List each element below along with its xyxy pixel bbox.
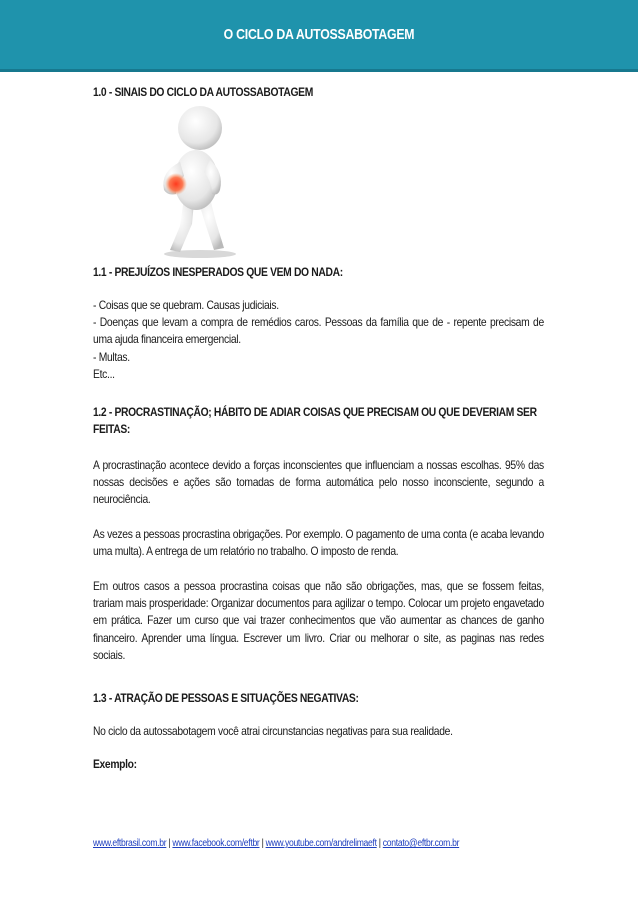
footer-link-youtube[interactable]: www.youtube.com/andrelimaeft — [265, 838, 377, 849]
footer-links — [93, 838, 553, 849]
back-pain-figure-illustration — [140, 98, 250, 258]
example-label: Exemplo: — [93, 757, 137, 771]
list-item: Etc... — [93, 366, 115, 381]
footer-separator: | — [259, 838, 266, 849]
list-item: - Doenças que levam a compra de remédios caros. Pessoas da família que de - repente precisam de uma ajuda financeira emergencial. — [93, 315, 544, 347]
paragraph: As vezes a pessoas procrastina obrigações. Por exemplo. O pagamento de uma conta (e acaba levando uma multa). A entrega de um relatório no trabalho. O imposto de renda. — [93, 527, 544, 559]
paragraph: Em outros casos a pessoa procrastina coisas que não são obrigações, mas, que se fossem feitas, trariam mais prosperidade: Organizar documentos para agilizar o tempo. Colocar um projeto engavetado em prática. Fazer um curso que vai trazer conhecimentos que vão aumentar as chances de ganho financeiro. Aprender uma língua. Escrever um livro. Criar ou melhorar o site, as paginas nas redes sociais. — [93, 579, 544, 662]
header-bar — [0, 0, 638, 72]
section-1-1-list — [93, 297, 545, 383]
section-heading-1-3: 1.3 - ATRAÇÃO DE PESSOAS E SITUAÇÕES NEGATIVAS: — [93, 691, 359, 705]
footer-separator: | — [166, 838, 173, 849]
section-heading-1-0: 1.0 - SINAIS DO CICLO DA AUTOSSABOTAGEM — [93, 85, 313, 99]
footer-link-website[interactable]: www.eftbrasil.com.br — [93, 838, 167, 849]
section-heading-1-2: 1.2 - PROCRASTINAÇÃO; HÁBITO DE ADIAR COISAS QUE PRECISAM OU QUE DEVERIAM SER FEITAS: — [93, 405, 537, 436]
footer-link-facebook[interactable]: www.facebook.com/eftbr — [172, 838, 260, 849]
footer-separator: | — [376, 838, 383, 849]
pain-spot-icon — [165, 173, 187, 195]
list-item: - Multas. — [93, 349, 130, 364]
list-item: - Coisas que se quebram. Causas judiciais. — [93, 298, 279, 312]
paragraph: No ciclo da autossabotagem você atrai circunstancias negativas para sua realidade. — [93, 724, 453, 738]
section-heading-1-1: 1.1 - PREJUÍZOS INESPERADOS QUE VEM DO NADA: — [93, 265, 343, 279]
footer-link-email[interactable]: contato@eftbr.com.br — [382, 838, 460, 849]
page-title: O CICLO DA AUTOSSABOTAGEM — [223, 26, 415, 43]
paragraph: A procrastinação acontece devido a forças inconscientes que influenciam a nossas escolhas. 95% das nossas decisões e ações são tomadas de forma automática pelo nosso inconsciente, segundo a neurociência. — [93, 458, 544, 507]
